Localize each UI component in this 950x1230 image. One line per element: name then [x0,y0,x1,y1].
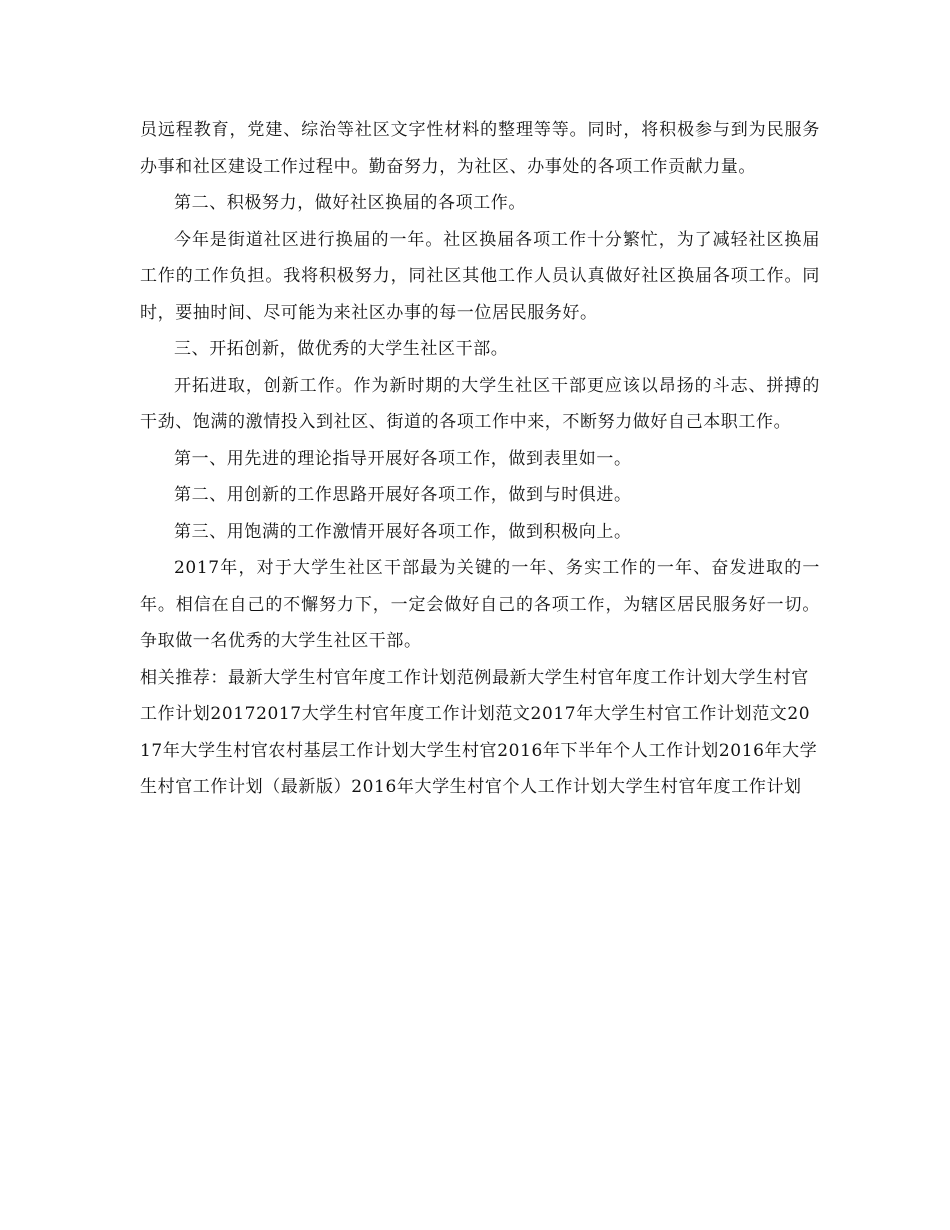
paragraph-6: 第一、用先进的理论指导开展好各项工作，做到表里如一。 [174,448,632,469]
paragraph-4: 三、开拓创新，做优秀的大学生社区干部。 [174,339,509,359]
paragraph-8: 第三、用饱满的工作激情开展好各项工作，做到积极向上。 [174,521,632,542]
paragraph-9: 2017年，对于大学生社区干部最为关键的一年、务实工作的一年、奋发进取的一年。相信在自己的不懈努力下，一定会做好自己的各项工作，为辖区居民服务好一切。争取做一名优秀的大学生社区干部。 [140,558,820,651]
related-recommendations: 相关推荐：最新大学生村官年度工作计划范例最新大学生村官年度工作计划大学生村官工作计划20172017大学生村官年度工作计划范文2017年大学生村官工作计划范文2017年大学生村官农村基层工作计划大学生村官2016年下半年个人工作计划2016年大学生村官工作计划（最新版）2016年大学生村官个人工作计划大学生村官年度工作计划 [140,667,818,797]
paragraph-3: 今年是街道社区进行换届的一年。社区换届各项工作十分繁忙，为了减轻社区换届工作的工作负担。我将积极努力，同社区其他工作人员认真做好社区换届各项工作。同时，要抽时间、尽可能为来社区办事的每一位居民服务好。 [140,229,820,323]
paragraph-5: 开拓进取，创新工作。作为新时期的大学生社区干部更应该以昂扬的斗志、拼搏的干劲、饱满的激情投入到社区、街道的各项工作中来，不断努力做好自己本职工作。 [140,375,820,432]
paragraph-2: 第二、积极努力，做好社区换届的各项工作。 [174,193,526,213]
document-body [140,112,820,806]
paragraph-7: 第二、用创新的工作思路开展好各项工作，做到与时俱进。 [174,485,632,505]
paragraph-1: 员远程教育，党建、综治等社区文字性材料的整理等等。同时，将积极参与到为民服务办事和社区建设工作过程中。勤奋努力，为社区、办事处的各项工作贡献力量。 [140,120,820,177]
